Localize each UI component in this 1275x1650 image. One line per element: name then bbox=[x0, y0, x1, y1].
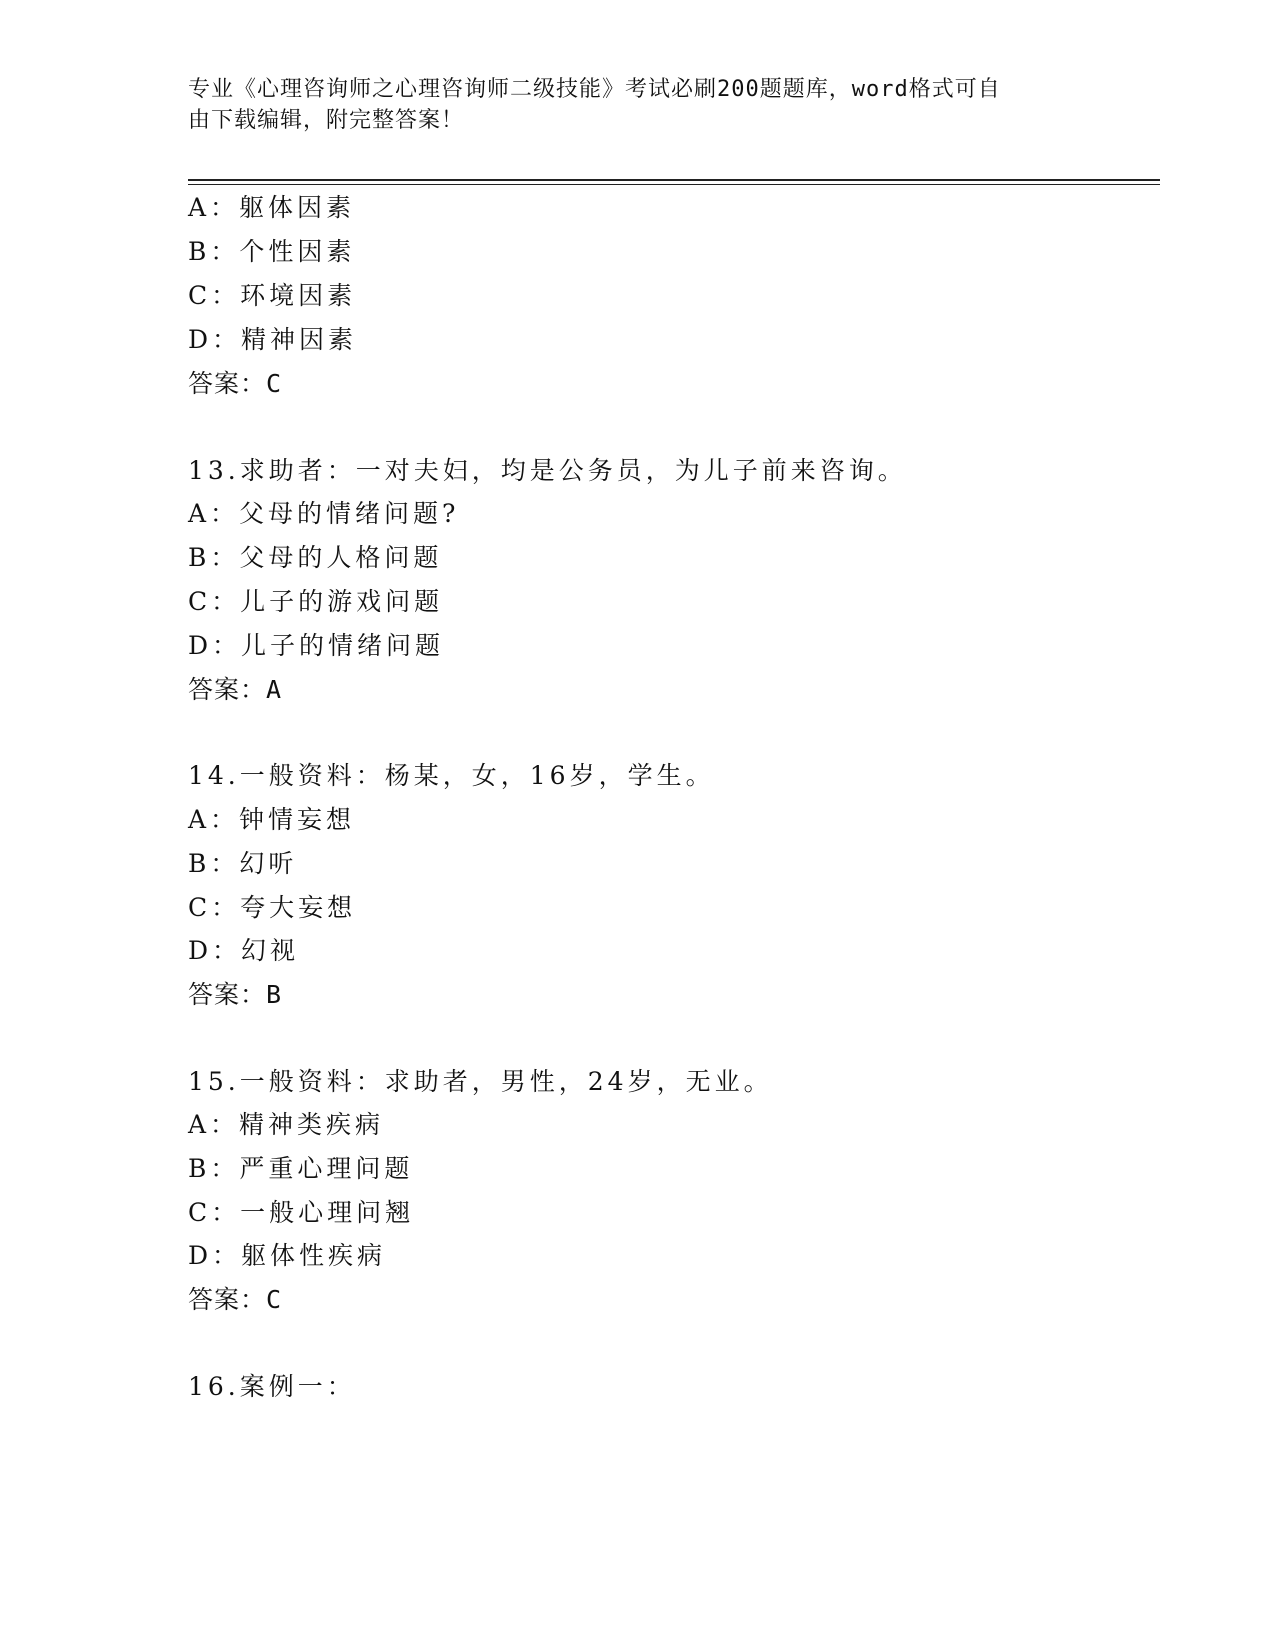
q12-option-c: C：环境因素 bbox=[188, 281, 357, 310]
q14-option-c: C：夸大妄想 bbox=[188, 893, 357, 922]
answer-value: A bbox=[266, 675, 283, 704]
q16-stem: 16.案例一： bbox=[188, 1372, 356, 1401]
answer-label: 答案： bbox=[188, 1285, 267, 1314]
answer-value: C bbox=[266, 1285, 283, 1314]
q13-option-a: A：父母的情绪问题? bbox=[188, 499, 460, 528]
q13-stem: 13.求助者：一对夫妇，均是公务员，为儿子前来咨询。 bbox=[188, 456, 907, 485]
answer-value: B bbox=[266, 980, 283, 1009]
header-divider-thin bbox=[188, 184, 1160, 185]
header-line-1: 专业《心理咨询师之心理咨询师二级技能》考试必刷200题题库，word格式可自 bbox=[188, 77, 1001, 102]
header-line-2: 由下载编辑，附完整答案！ bbox=[188, 108, 465, 133]
q15-option-b: B：严重心理问题 bbox=[188, 1154, 414, 1183]
q15-stem: 15.一般资料：求助者，男性，24岁，无业。 bbox=[188, 1067, 773, 1096]
answer-label: 答案： bbox=[188, 675, 267, 704]
q14-option-b: B：幻听 bbox=[188, 849, 298, 878]
q15-option-a: A：精神类疾病 bbox=[188, 1110, 385, 1139]
answer-label: 答案： bbox=[188, 369, 267, 398]
q14-answer bbox=[188, 975, 282, 1011]
q14-stem: 14.一般资料：杨某，女，16岁，学生。 bbox=[188, 761, 715, 790]
q13-answer bbox=[188, 670, 282, 706]
answer-label: 答案： bbox=[188, 980, 267, 1009]
q13-option-c: C：儿子的游戏问题 bbox=[188, 587, 444, 616]
q12-answer bbox=[188, 364, 282, 400]
q12-option-d: D：精神因素 bbox=[188, 325, 358, 354]
q13-option-b: B：父母的人格问题 bbox=[188, 543, 443, 572]
q15-option-d: D：躯体性疾病 bbox=[188, 1241, 387, 1270]
q15-answer bbox=[188, 1280, 282, 1316]
q13-option-d: D：儿子的情绪问题 bbox=[188, 631, 445, 660]
header-divider-thick bbox=[188, 179, 1160, 181]
q14-option-a: A：钟情妄想 bbox=[188, 805, 356, 834]
q12-option-a: A：躯体因素 bbox=[188, 193, 356, 222]
q14-option-d: D：幻视 bbox=[188, 936, 300, 965]
q15-option-c: C：一般心理问翘 bbox=[188, 1198, 415, 1227]
document-header bbox=[188, 74, 1088, 136]
q12-option-b: B：个性因素 bbox=[188, 237, 356, 266]
answer-value: C bbox=[266, 369, 283, 398]
